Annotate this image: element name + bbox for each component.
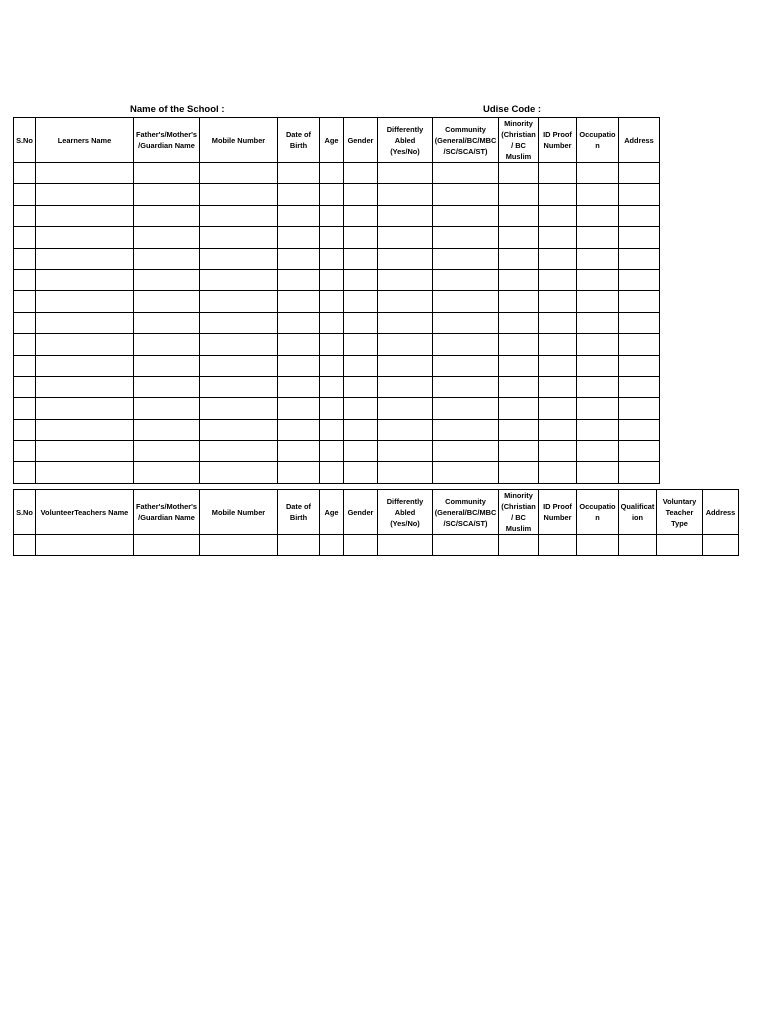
table-cell[interactable] — [200, 269, 278, 290]
table-cell[interactable] — [14, 184, 36, 205]
table-cell[interactable] — [499, 419, 539, 440]
column-header-guardian-name: Father's/Mother's/Guardian Name — [134, 490, 200, 535]
table-cell[interactable] — [134, 248, 200, 269]
table-cell[interactable] — [36, 535, 134, 556]
table-cell[interactable] — [278, 163, 320, 184]
volunteers-table — [13, 489, 739, 556]
table-cell[interactable] — [619, 535, 657, 556]
table-cell[interactable] — [499, 269, 539, 290]
learners-header-row — [14, 118, 660, 163]
table-cell[interactable] — [499, 355, 539, 376]
table-cell[interactable] — [200, 312, 278, 333]
column-header-voluntary-teacher-type: Voluntary Teacher Type — [657, 490, 703, 535]
column-header-minority: Minority (Christian / BC Muslim — [499, 118, 539, 163]
table-cell[interactable] — [433, 398, 499, 419]
table-cell[interactable] — [433, 355, 499, 376]
column-header-id-proof-number: ID Proof Number — [539, 490, 577, 535]
table-cell[interactable] — [619, 269, 660, 290]
table-row — [14, 205, 660, 226]
table-cell[interactable] — [320, 462, 344, 483]
table-cell[interactable] — [344, 355, 378, 376]
table-cell[interactable] — [344, 419, 378, 440]
table-cell[interactable] — [433, 184, 499, 205]
table-cell[interactable] — [539, 184, 577, 205]
table-cell[interactable] — [134, 291, 200, 312]
table-cell[interactable] — [619, 227, 660, 248]
table-cell[interactable] — [344, 312, 378, 333]
table-cell[interactable] — [278, 248, 320, 269]
table-cell[interactable] — [200, 248, 278, 269]
table-cell[interactable] — [539, 248, 577, 269]
table-cell[interactable] — [344, 376, 378, 397]
table-cell[interactable] — [200, 355, 278, 376]
table-cell[interactable] — [36, 248, 134, 269]
table-cell[interactable] — [378, 462, 433, 483]
table-cell[interactable] — [657, 535, 703, 556]
table-cell[interactable] — [36, 419, 134, 440]
table-cell[interactable] — [134, 227, 200, 248]
table-cell[interactable] — [278, 355, 320, 376]
table-row — [14, 398, 660, 419]
table-cell[interactable] — [539, 227, 577, 248]
table-cell[interactable] — [320, 441, 344, 462]
volunteers-table-body — [14, 535, 739, 556]
table-cell[interactable] — [499, 462, 539, 483]
table-cell[interactable] — [433, 163, 499, 184]
table-cell[interactable] — [14, 227, 36, 248]
table-cell[interactable] — [134, 163, 200, 184]
table-cell[interactable] — [577, 419, 619, 440]
learners-table — [13, 117, 660, 484]
table-cell[interactable] — [433, 227, 499, 248]
table-cell[interactable] — [577, 269, 619, 290]
table-cell[interactable] — [320, 355, 344, 376]
table-cell[interactable] — [539, 441, 577, 462]
table-cell[interactable] — [36, 163, 134, 184]
table-cell[interactable] — [320, 248, 344, 269]
table-cell[interactable] — [278, 312, 320, 333]
table-cell[interactable] — [499, 376, 539, 397]
table-cell[interactable] — [577, 291, 619, 312]
table-cell[interactable] — [619, 184, 660, 205]
table-cell[interactable] — [278, 334, 320, 355]
table-cell[interactable] — [539, 419, 577, 440]
table-cell[interactable] — [378, 184, 433, 205]
table-cell[interactable] — [577, 248, 619, 269]
table-cell[interactable] — [200, 227, 278, 248]
table-cell[interactable] — [378, 227, 433, 248]
table-cell[interactable] — [539, 398, 577, 419]
table-cell[interactable] — [378, 334, 433, 355]
table-row — [14, 248, 660, 269]
table-cell[interactable] — [378, 398, 433, 419]
table-cell[interactable] — [344, 398, 378, 419]
table-cell[interactable] — [378, 441, 433, 462]
table-cell[interactable] — [14, 398, 36, 419]
table-cell[interactable] — [499, 163, 539, 184]
table-cell[interactable] — [134, 312, 200, 333]
table-cell[interactable] — [134, 269, 200, 290]
table-cell[interactable] — [378, 535, 433, 556]
table-cell[interactable] — [320, 312, 344, 333]
table-cell[interactable] — [577, 163, 619, 184]
column-header-mobile-number: Mobile Number — [200, 118, 278, 163]
table-cell[interactable] — [499, 184, 539, 205]
table-cell[interactable] — [499, 291, 539, 312]
table-cell[interactable] — [433, 248, 499, 269]
table-row — [14, 419, 660, 440]
table-cell[interactable] — [36, 441, 134, 462]
table-cell[interactable] — [433, 535, 499, 556]
column-header-differently-abled: Differently Abled (Yes/No) — [378, 490, 433, 535]
table-cell[interactable] — [36, 376, 134, 397]
table-cell[interactable] — [619, 376, 660, 397]
table-cell[interactable] — [344, 535, 378, 556]
table-cell[interactable] — [134, 398, 200, 419]
table-cell[interactable] — [200, 535, 278, 556]
column-header-id-proof-number: ID Proof Number — [539, 118, 577, 163]
table-cell[interactable] — [378, 163, 433, 184]
table-cell[interactable] — [577, 462, 619, 483]
table-cell[interactable] — [36, 184, 134, 205]
table-cell[interactable] — [539, 355, 577, 376]
column-header-community: Community (General/BC/MBC/SC/SCA/ST) — [433, 490, 499, 535]
table-cell[interactable] — [278, 291, 320, 312]
table-cell[interactable] — [499, 535, 539, 556]
table-cell[interactable] — [433, 269, 499, 290]
table-cell[interactable] — [539, 291, 577, 312]
table-cell[interactable] — [619, 441, 660, 462]
table-cell[interactable] — [619, 291, 660, 312]
table-cell[interactable] — [577, 334, 619, 355]
table-row — [14, 163, 660, 184]
table-row — [14, 269, 660, 290]
column-header-community: Community (General/BC/MBC/SC/SCA/ST) — [433, 118, 499, 163]
table-cell[interactable] — [278, 184, 320, 205]
table-cell[interactable] — [200, 184, 278, 205]
table-cell[interactable] — [36, 398, 134, 419]
table-cell[interactable] — [344, 462, 378, 483]
table-cell[interactable] — [499, 334, 539, 355]
table-cell[interactable] — [433, 334, 499, 355]
table-cell[interactable] — [278, 376, 320, 397]
table-cell[interactable] — [14, 462, 36, 483]
table-cell[interactable] — [134, 205, 200, 226]
table-cell[interactable] — [320, 398, 344, 419]
table-cell[interactable] — [36, 269, 134, 290]
table-cell[interactable] — [378, 376, 433, 397]
table-cell[interactable] — [320, 269, 344, 290]
table-cell[interactable] — [433, 376, 499, 397]
table-cell[interactable] — [619, 205, 660, 226]
table-cell[interactable] — [320, 419, 344, 440]
table-cell[interactable] — [134, 419, 200, 440]
table-cell[interactable] — [320, 376, 344, 397]
table-cell[interactable] — [378, 269, 433, 290]
table-cell[interactable] — [344, 205, 378, 226]
table-cell[interactable] — [320, 535, 344, 556]
table-cell[interactable] — [577, 205, 619, 226]
column-header-guardian-name: Father's/Mother's/Guardian Name — [134, 118, 200, 163]
column-header-gender: Gender — [344, 490, 378, 535]
table-cell[interactable] — [499, 248, 539, 269]
table-cell[interactable] — [433, 291, 499, 312]
table-row — [14, 535, 739, 556]
column-header-minority: Minority (Christian / BC Muslim — [499, 490, 539, 535]
table-cell[interactable] — [134, 462, 200, 483]
table-cell[interactable] — [200, 291, 278, 312]
table-cell[interactable] — [278, 462, 320, 483]
table-cell[interactable] — [619, 419, 660, 440]
table-cell[interactable] — [499, 227, 539, 248]
column-header-date-of-birth: Date of Birth — [278, 490, 320, 535]
table-cell[interactable] — [378, 355, 433, 376]
table-cell[interactable] — [200, 398, 278, 419]
table-row — [14, 184, 660, 205]
table-cell[interactable] — [36, 291, 134, 312]
table-cell[interactable] — [278, 398, 320, 419]
column-header-sno: S.No — [14, 490, 36, 535]
table-row — [14, 312, 660, 333]
table-cell[interactable] — [320, 334, 344, 355]
table-cell[interactable] — [344, 227, 378, 248]
table-cell[interactable] — [378, 312, 433, 333]
volunteers-header-row — [14, 490, 739, 535]
table-cell[interactable] — [619, 334, 660, 355]
table-cell[interactable] — [14, 205, 36, 226]
table-row — [14, 355, 660, 376]
table-row — [14, 291, 660, 312]
table-cell[interactable] — [499, 398, 539, 419]
table-cell[interactable] — [200, 376, 278, 397]
table-cell[interactable] — [344, 184, 378, 205]
table-cell[interactable] — [320, 291, 344, 312]
column-header-learners-name: Learners Name — [36, 118, 134, 163]
column-header-occupation: Occupation — [577, 490, 619, 535]
table-cell[interactable] — [577, 312, 619, 333]
table-cell[interactable] — [36, 462, 134, 483]
udise-code-label: Udise Code : — [483, 104, 542, 115]
table-cell[interactable] — [14, 376, 36, 397]
table-cell[interactable] — [344, 334, 378, 355]
column-header-gender: Gender — [344, 118, 378, 163]
table-cell[interactable] — [344, 163, 378, 184]
table-cell[interactable] — [344, 269, 378, 290]
table-cell[interactable] — [577, 227, 619, 248]
table-cell[interactable] — [36, 227, 134, 248]
table-cell[interactable] — [619, 248, 660, 269]
table-cell[interactable] — [499, 312, 539, 333]
table-cell[interactable] — [278, 269, 320, 290]
column-header-age: Age — [320, 490, 344, 535]
table-cell[interactable] — [577, 184, 619, 205]
table-cell[interactable] — [499, 441, 539, 462]
table-cell[interactable] — [36, 334, 134, 355]
table-cell[interactable] — [14, 312, 36, 333]
table-cell[interactable] — [36, 355, 134, 376]
table-cell[interactable] — [539, 462, 577, 483]
table-cell[interactable] — [200, 163, 278, 184]
table-cell[interactable] — [344, 248, 378, 269]
table-row — [14, 334, 660, 355]
table-cell[interactable] — [134, 184, 200, 205]
table-cell[interactable] — [14, 355, 36, 376]
column-header-mobile-number: Mobile Number — [200, 490, 278, 535]
table-cell[interactable] — [619, 312, 660, 333]
column-header-age: Age — [320, 118, 344, 163]
table-cell[interactable] — [433, 205, 499, 226]
table-cell[interactable] — [378, 419, 433, 440]
table-cell[interactable] — [619, 355, 660, 376]
table-cell[interactable] — [278, 205, 320, 226]
table-cell[interactable] — [539, 535, 577, 556]
table-cell[interactable] — [433, 462, 499, 483]
table-cell[interactable] — [200, 419, 278, 440]
table-cell[interactable] — [278, 419, 320, 440]
column-header-occupation: Occupation — [577, 118, 619, 163]
column-header-volunteer-teachers-name: VolunteerTeachers Name — [36, 490, 134, 535]
table-cell[interactable] — [344, 291, 378, 312]
table-cell[interactable] — [278, 535, 320, 556]
table-cell[interactable] — [433, 441, 499, 462]
table-cell[interactable] — [539, 163, 577, 184]
table-cell[interactable] — [200, 441, 278, 462]
table-cell[interactable] — [320, 205, 344, 226]
table-cell[interactable] — [539, 334, 577, 355]
table-row — [14, 227, 660, 248]
table-cell[interactable] — [320, 227, 344, 248]
table-cell[interactable] — [619, 398, 660, 419]
table-cell[interactable] — [539, 205, 577, 226]
table-cell[interactable] — [539, 312, 577, 333]
table-cell[interactable] — [14, 535, 36, 556]
table-cell[interactable] — [703, 535, 739, 556]
table-cell[interactable] — [36, 205, 134, 226]
column-header-qualification: Qualification — [619, 490, 657, 535]
column-header-differently-abled: Differently Abled (Yes/No) — [378, 118, 433, 163]
table-cell[interactable] — [134, 376, 200, 397]
table-cell[interactable] — [433, 419, 499, 440]
table-cell[interactable] — [134, 441, 200, 462]
table-cell[interactable] — [200, 205, 278, 226]
table-cell[interactable] — [433, 312, 499, 333]
table-cell[interactable] — [378, 291, 433, 312]
learners-table-body — [14, 163, 660, 484]
table-cell[interactable] — [577, 376, 619, 397]
table-cell[interactable] — [577, 535, 619, 556]
table-cell[interactable] — [14, 291, 36, 312]
table-cell[interactable] — [278, 441, 320, 462]
column-header-address: Address — [703, 490, 739, 535]
table-cell[interactable] — [577, 441, 619, 462]
column-header-sno: S.No — [14, 118, 36, 163]
table-cell[interactable] — [378, 205, 433, 226]
table-cell[interactable] — [14, 441, 36, 462]
table-cell[interactable] — [14, 269, 36, 290]
table-row — [14, 376, 660, 397]
table-cell[interactable] — [577, 398, 619, 419]
table-cell[interactable] — [619, 462, 660, 483]
table-cell[interactable] — [134, 355, 200, 376]
table-cell[interactable] — [539, 269, 577, 290]
table-cell[interactable] — [134, 334, 200, 355]
table-cell[interactable] — [200, 334, 278, 355]
table-cell[interactable] — [619, 163, 660, 184]
table-cell[interactable] — [320, 163, 344, 184]
table-cell[interactable] — [200, 462, 278, 483]
table-row — [14, 462, 660, 483]
table-cell[interactable] — [14, 163, 36, 184]
table-cell[interactable] — [14, 248, 36, 269]
column-header-date-of-birth: Date of Birth — [278, 118, 320, 163]
table-cell[interactable] — [320, 184, 344, 205]
table-cell[interactable] — [134, 535, 200, 556]
table-cell[interactable] — [539, 376, 577, 397]
school-name-label: Name of the School : — [130, 104, 225, 115]
table-cell[interactable] — [278, 227, 320, 248]
table-row — [14, 441, 660, 462]
table-cell[interactable] — [344, 441, 378, 462]
table-cell[interactable] — [499, 205, 539, 226]
column-header-address: Address — [619, 118, 660, 163]
table-cell[interactable] — [14, 334, 36, 355]
table-cell[interactable] — [577, 355, 619, 376]
table-cell[interactable] — [378, 248, 433, 269]
table-cell[interactable] — [14, 419, 36, 440]
table-cell[interactable] — [36, 312, 134, 333]
